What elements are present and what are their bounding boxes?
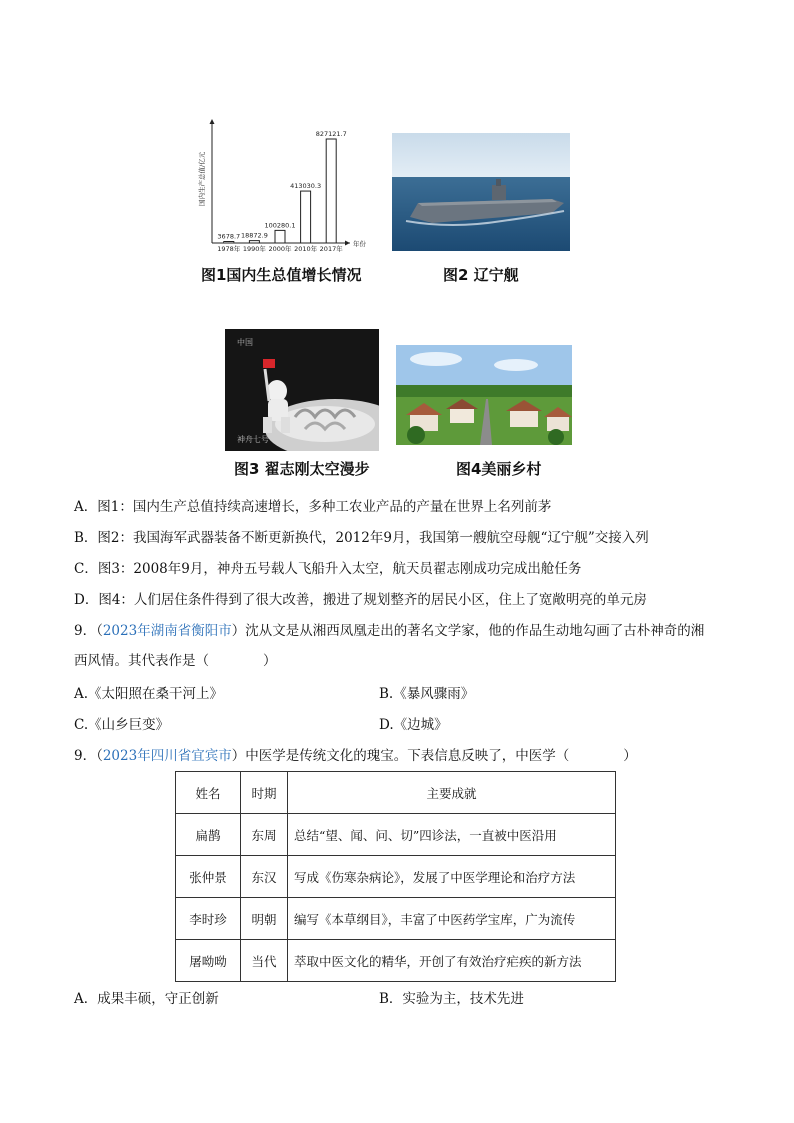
cell-period: 明朝: [241, 898, 288, 940]
category-label: 2017年: [319, 245, 343, 253]
fig2-caption: 图2 辽宁舰: [443, 266, 519, 284]
gdp-chart: [198, 118, 373, 258]
bar-value-label: 18872.9: [240, 231, 268, 240]
tcm-table: [175, 771, 616, 982]
overlay-label-top: 中国: [237, 338, 253, 347]
q9a-stem-line2: 西风情。其代表作是（ ）: [74, 653, 277, 669]
q9b-stem: [74, 746, 637, 766]
q9a-option-d[interactable]: D.《边城》: [379, 717, 448, 733]
q9a-source: 2023年湖南省衡阳市: [102, 623, 232, 639]
cell-name: 张仲景: [176, 856, 241, 898]
cell-name: 屠呦呦: [176, 940, 241, 982]
y-axis-arrow: [210, 119, 215, 124]
fig3-caption: 图3 翟志刚太空漫步: [234, 460, 370, 478]
table-header-row: [176, 772, 616, 814]
gdp-chart-svg: [198, 118, 373, 258]
bar: [301, 191, 311, 243]
bar-value-label: 3678.7: [217, 232, 241, 241]
category-label: 2010年: [294, 245, 318, 253]
y-axis-label: 国内生产总值/亿元: [198, 151, 206, 206]
bar: [326, 139, 336, 243]
q9a-stem-line1: [74, 621, 704, 641]
cell-name: 扁鹊: [176, 814, 241, 856]
q9b-option-b[interactable]: B．实验为主，技术先进: [379, 991, 524, 1007]
bar: [224, 242, 234, 244]
bar-value-label: 827121.7: [315, 130, 347, 138]
cell-name: 李时珍: [176, 898, 241, 940]
q8-option-d[interactable]: D．图4：人们居住条件得到了很大改善，搬进了规划整齐的居民小区，住上了宽敞明亮的单元房: [74, 592, 647, 608]
header-period: 时期: [241, 772, 288, 814]
overlay-label-bottom: 神舟七号: [237, 435, 269, 444]
village-photo: [396, 345, 572, 445]
q9b-number: 9．（: [74, 748, 103, 764]
bar-value-label: 413030.3: [290, 182, 322, 191]
cell-achievement: 编写《本草纲目》，丰富了中医药学宝库，广为流传: [288, 898, 616, 940]
q9a-option-a[interactable]: A.《太阳照在桑干河上》: [74, 686, 224, 702]
fig4-caption: 图4美丽乡村: [456, 460, 542, 478]
table-row: [176, 856, 616, 898]
bar-value-label: 100280.1: [264, 221, 296, 230]
q8-option-a[interactable]: A．图1：国内生产总值持续高速增长，多种工农业产品的产量在世界上名列前茅: [74, 499, 552, 515]
cell-period: 东周: [241, 814, 288, 856]
cell-period: 当代: [241, 940, 288, 982]
bar: [275, 230, 285, 243]
category-label: 1978年: [217, 245, 241, 253]
header-achievement: 主要成就: [288, 772, 616, 814]
q9b-source: 2023年四川省宜宾市: [102, 748, 232, 764]
category-label: 1990年: [242, 245, 266, 253]
q9a-text1: ）沈从文是从湘西凤凰走出的著名文学家，他的作品生动地勾画了古朴神奇的湘: [231, 623, 705, 639]
cell-achievement: 总结“望、闻、问、切”四诊法，一直被中医沿用: [288, 814, 616, 856]
fig1-caption: 图1国内生总值增长情况: [201, 266, 362, 284]
q9a-option-c[interactable]: C.《山乡巨变》: [74, 717, 170, 733]
spacewalk-photo: [225, 329, 379, 451]
x-axis-label: 年份: [353, 240, 366, 248]
cell-achievement: 萃取中医文化的精华，开创了有效治疗疟疾的新方法: [288, 940, 616, 982]
cell-achievement: 写成《伤寒杂病论》，发展了中医学理论和治疗方法: [288, 856, 616, 898]
q8-option-b[interactable]: B．图2：我国海军武器装备不断更新换代，2012年9月，我国第一艘航空母舰“辽宁舰”交接入列: [74, 530, 649, 546]
table-row: [176, 940, 616, 982]
x-axis-arrow: [345, 241, 350, 246]
category-label: 2000年: [268, 245, 292, 253]
liaoning-carrier-photo: [392, 133, 570, 251]
q9a-option-b[interactable]: B.《暴风骤雨》: [379, 686, 475, 702]
cell-period: 东汉: [241, 856, 288, 898]
table-row: [176, 814, 616, 856]
table-row: [176, 898, 616, 940]
q9a-number: 9．（: [74, 623, 103, 639]
q8-option-c[interactable]: C．图3：2008年9月，神舟五号载人飞船升入太空，航天员翟志刚成功完成出舱任务: [74, 561, 582, 577]
header-name: 姓名: [176, 772, 241, 814]
bar: [249, 241, 259, 243]
q9b-option-a[interactable]: A．成果丰硕，守正创新: [74, 991, 219, 1007]
q9b-text: ）中医学是传统文化的瑰宝。下表信息反映了，中医学（ ）: [231, 748, 637, 764]
